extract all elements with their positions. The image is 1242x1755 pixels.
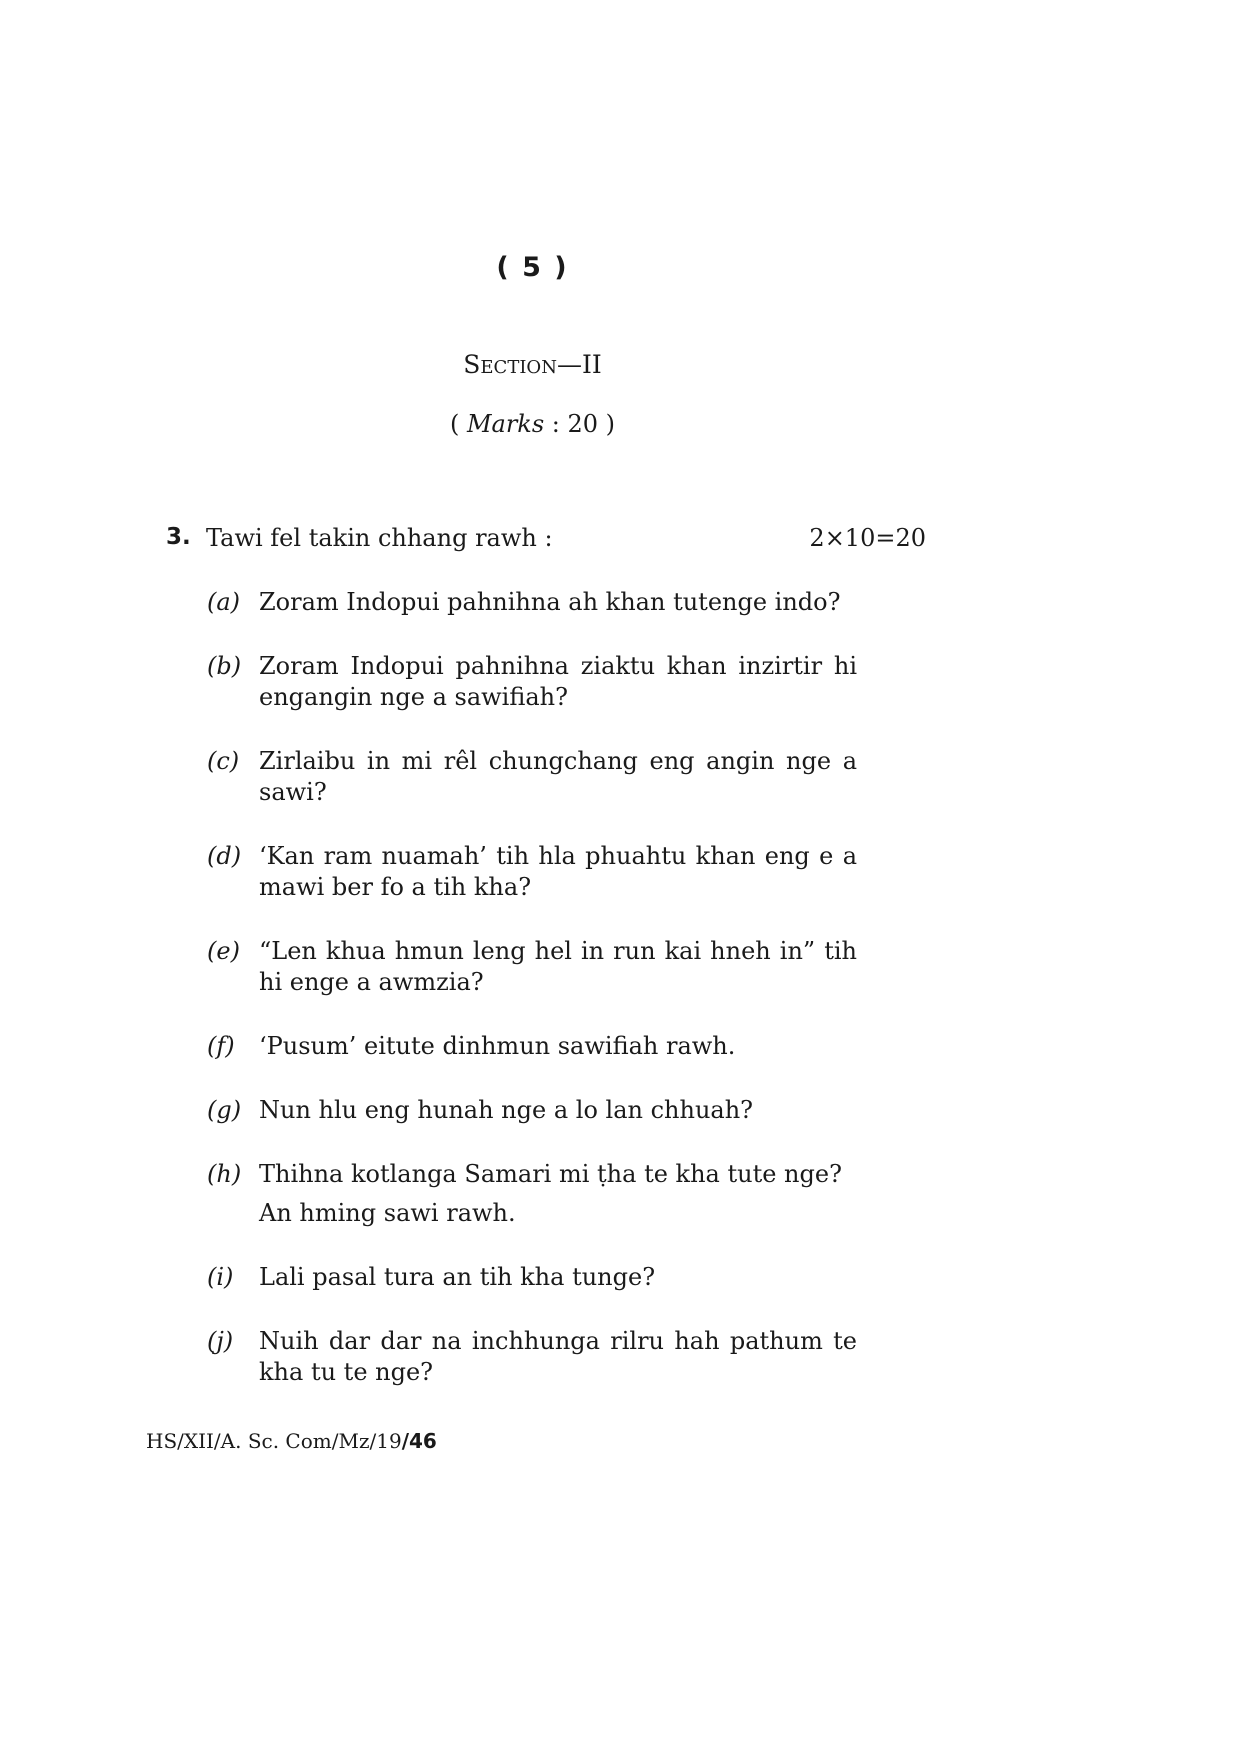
sub-question-text: Lali pasal tura an tih kha tunge? <box>259 1263 656 1291</box>
sub-question-i <box>207 1262 857 1293</box>
sub-question-text: Zirlaibu in mi rêl chungchang eng angin nge a sawi? <box>259 747 857 806</box>
marks-value: : 20 ) <box>544 410 616 438</box>
sub-question-label: (c) <box>207 747 240 775</box>
sub-question-text: Nun hlu eng hunah nge a lo lan chhuah? <box>259 1096 754 1124</box>
sub-question-label: (a) <box>207 588 241 616</box>
sub-question-a <box>207 587 857 618</box>
page-number: ( 5 ) <box>496 252 569 283</box>
sub-question-text: Zoram Indopui pahnihna ziaktu khan inzirtir hi engangin nge a sawifiah? <box>259 652 857 711</box>
sub-question-e <box>207 936 857 998</box>
sub-question-d <box>207 841 857 903</box>
sub-question-text-continued: An hming sawi rawh. <box>259 1199 516 1227</box>
sub-question-text: Nuih dar dar na inchhunga rilru hah pathum te kha tu te nge? <box>259 1327 857 1386</box>
sub-question-label: (h) <box>207 1160 242 1188</box>
sub-question-g <box>207 1095 857 1126</box>
question-marks: 2×10=20 <box>809 524 926 552</box>
marks-open: ( <box>449 410 467 438</box>
sub-question-label: (i) <box>207 1263 234 1291</box>
marks-label: Marks <box>466 410 545 438</box>
sub-question-text: Zoram Indopui pahnihna ah khan tutenge indo? <box>259 588 841 616</box>
sub-question-c <box>207 746 857 808</box>
sub-question-j <box>207 1326 857 1388</box>
question-number: 3. <box>166 524 191 550</box>
sub-question-text: ‘Kan ram nuamah’ tih hla phuahtu khan eng e a mawi ber fo a tih kha? <box>259 842 857 901</box>
sub-question-label: (g) <box>207 1096 242 1124</box>
sub-question-text: “Len khua hmun leng hel in run kai hneh in” tih hi enge a awmzia? <box>259 937 857 996</box>
footer-code <box>146 1429 437 1453</box>
sub-question-label: (b) <box>207 652 242 680</box>
sub-question-label: (d) <box>207 842 242 870</box>
sub-question-text: Thihna kotlanga Samari mi ṭha te kha tute nge? <box>259 1160 842 1188</box>
sub-question-text: ‘Pusum’ eitute dinhmun sawifiah rawh. <box>259 1032 736 1060</box>
sub-question-label: (j) <box>207 1327 234 1355</box>
footer-code-text: HS/XII/A. Sc. Com/Mz/19 <box>146 1429 402 1453</box>
sub-question-b <box>207 651 857 713</box>
sub-question-label: (e) <box>207 937 240 965</box>
section-title: Section—II <box>463 350 602 379</box>
sub-question-list <box>207 587 857 1421</box>
sub-question-h <box>207 1159 857 1229</box>
footer-code-number: /46 <box>401 1429 437 1453</box>
section-marks <box>0 410 1065 438</box>
sub-question-f <box>207 1031 857 1062</box>
sub-question-label: (f) <box>207 1032 235 1060</box>
question-text: Tawi fel takin chhang rawh : <box>206 524 553 552</box>
